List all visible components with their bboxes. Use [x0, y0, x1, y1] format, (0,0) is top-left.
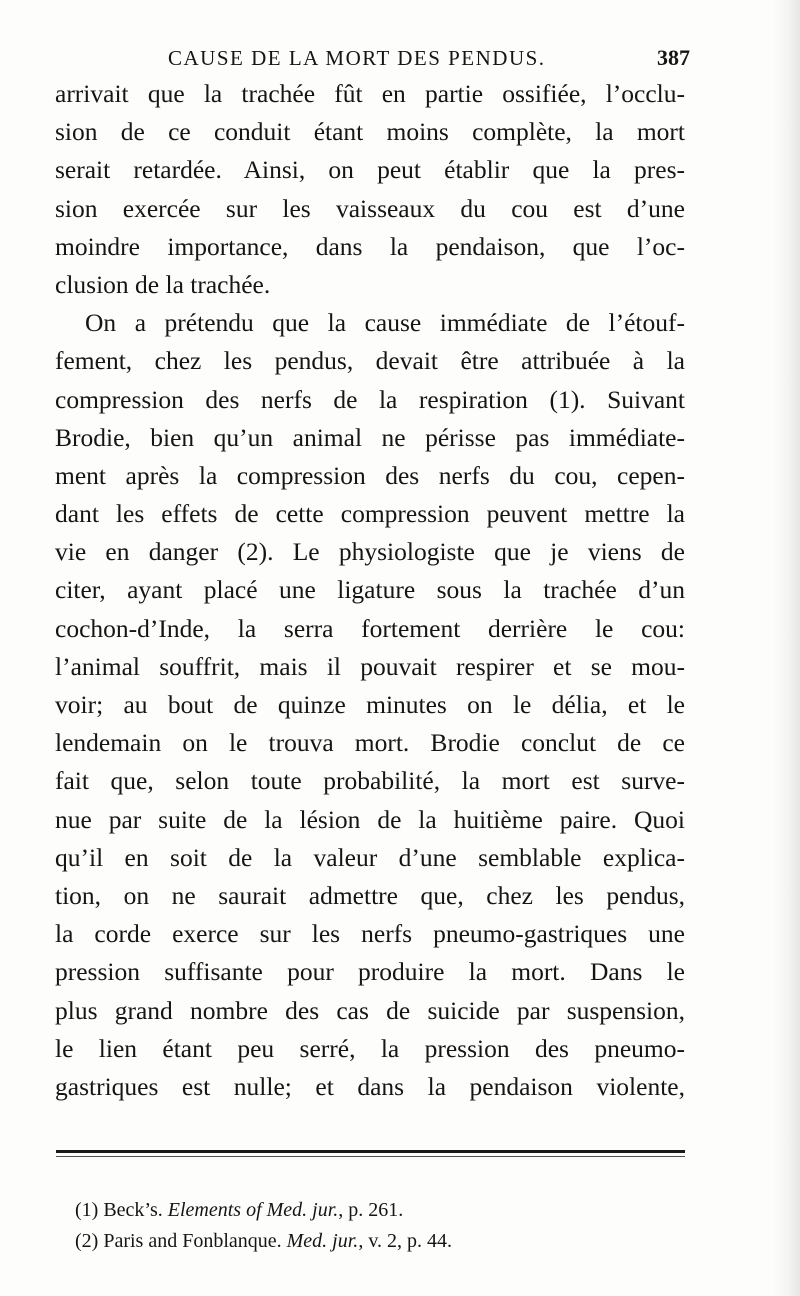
- footnote-rule-thin: [56, 1156, 685, 1157]
- page-edge-shadow: [772, 0, 800, 1296]
- text-line: la corde exerce sur les nerfs pneumo-gastriques une: [55, 919, 685, 949]
- running-head: CAUSE DE LA MORT DES PENDUS.: [168, 46, 546, 70]
- text-line: moindre importance, dans la pendaison, que l’oc-: [55, 231, 685, 261]
- text-line: qu’il en soit de la valeur d’une semblable explica-: [55, 842, 685, 872]
- text-line: gastriques est nulle; et dans la pendaison violente,: [55, 1071, 685, 1101]
- footnote-reference: , p. 261.: [338, 1199, 404, 1221]
- text-line: vie en danger (2). Le physiologiste que je viens de: [55, 537, 685, 567]
- body-text: [55, 75, 685, 1106]
- text-line: nue par suite de la lésion de la huitième paire. Quoi: [55, 804, 685, 834]
- text-line: ment après la compression des nerfs du cou, cepen-: [55, 460, 685, 490]
- text-line: sion exercée sur les vaisseaux du cou est d’une: [55, 193, 685, 223]
- footnote-author: Beck’s.: [103, 1199, 163, 1221]
- text-line: serait retardée. Ainsi, on peut établir que la pres-: [55, 155, 685, 185]
- text-line: pression suffisante pour produire la mort. Dans le: [55, 957, 685, 987]
- text-line: plus grand nombre des cas de suicide par suspension,: [55, 995, 685, 1025]
- footnote-2: [75, 1226, 695, 1257]
- footnote-reference: , v. 2, p. 44.: [358, 1230, 453, 1252]
- text-line: sion de ce conduit étant moins complète, la mort: [55, 117, 685, 147]
- footnote-marker: (1): [75, 1199, 99, 1221]
- text-line: Brodie, bien qu’un animal ne périsse pas immédiate-: [55, 422, 685, 452]
- text-line: tion, on ne saurait admettre que, chez les pendus,: [55, 880, 685, 910]
- text-line: clusion de la trachée.: [55, 269, 271, 299]
- footnote-marker: (2): [75, 1230, 99, 1252]
- footnote-title: Elements of Med. jur.: [167, 1199, 339, 1221]
- footnotes: [75, 1195, 695, 1257]
- text-line: lendemain on le trouva mort. Brodie conclut de ce: [55, 728, 685, 758]
- footnote-author: Paris and Fonblanque.: [103, 1230, 282, 1252]
- text-line: fait que, selon toute probabilité, la mort est surve-: [55, 766, 685, 796]
- footnote-1: [75, 1195, 695, 1226]
- text-line: citer, ayant placé une ligature sous la trachée d’un: [55, 575, 685, 605]
- text-line: arrivait que la trachée fût en partie ossifiée, l’occlu-: [55, 79, 685, 108]
- footnote-rule-thick: [56, 1150, 685, 1153]
- text-line: fement, chez les pendus, devait être attribuée à la: [55, 346, 685, 376]
- text-line: voir; au bout de quinze minutes on le délia, et le: [55, 690, 685, 719]
- text-line: le lien étant peu serré, la pression des pneumo-: [55, 1033, 685, 1063]
- page-header: [50, 42, 690, 78]
- paragraph-start-line: On a prétendu que la cause immédiate de l’étouf-: [85, 308, 685, 338]
- text-line: compression des nerfs de la respiration (1). Suivant: [55, 384, 685, 414]
- page-number: 387: [657, 45, 690, 70]
- text-line: l’animal souffrit, mais il pouvait respirer et se mou-: [55, 651, 685, 681]
- text-line: cochon-d’Inde, la serra fortement derrière le cou:: [55, 613, 685, 643]
- text-line: dant les effets de cette compression peuvent mettre la: [55, 499, 685, 529]
- footnote-title: Med. jur.: [286, 1230, 359, 1252]
